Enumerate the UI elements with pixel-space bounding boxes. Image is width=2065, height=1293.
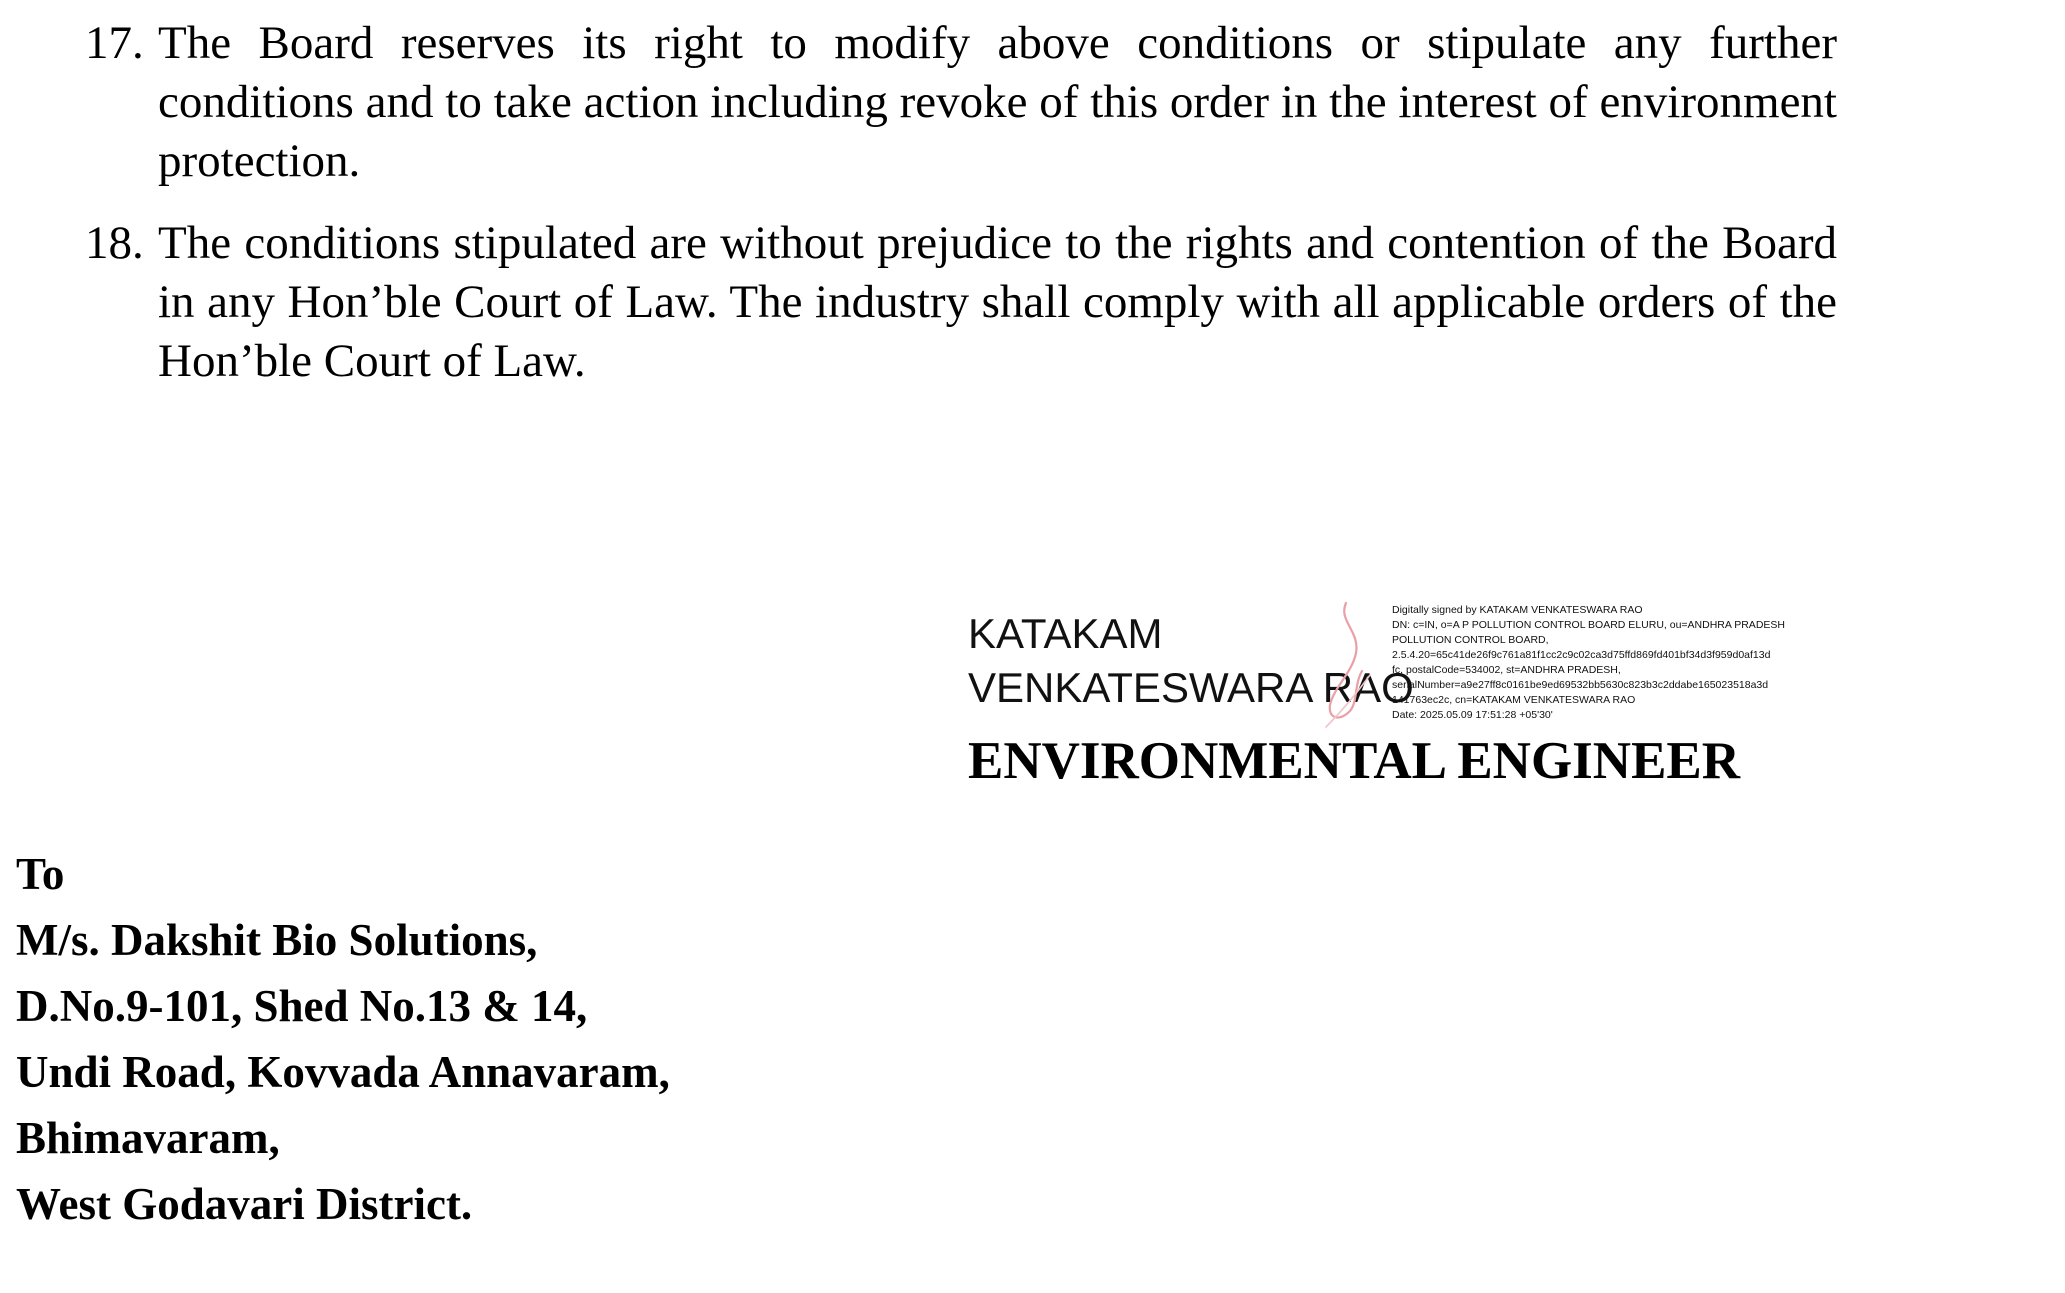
signature-block — [968, 595, 1828, 815]
address-line: West Godavari District. — [16, 1179, 473, 1229]
conditions-list — [85, 14, 1837, 391]
signer-name-line: VENKATESWARA RAO — [968, 664, 1414, 711]
condition-text: The Board reserves its right to modify above conditions or stipulate any further conditions and to take action including revoke of this order in the interest of environment protection. — [158, 17, 1837, 187]
address-line: M/s. Dakshit Bio Solutions, — [16, 915, 538, 965]
signature-detail-line: 141763ec2c, cn=KATAKAM VENKATESWARA RAO — [1392, 694, 1636, 706]
condition-item — [85, 14, 1837, 191]
condition-item — [85, 214, 1837, 391]
digital-signature-details — [1392, 603, 1828, 723]
signature-detail-line: fc, postalCode=534002, st=ANDHRA PRADESH, — [1392, 664, 1621, 676]
condition-number: 18. — [85, 217, 144, 269]
address-line: Bhimavaram, — [16, 1113, 280, 1163]
address-line: D.No.9-101, Shed No.13 & 14, — [16, 981, 588, 1031]
signature-detail-line: DN: c=IN, o=A P POLLUTION CONTROL BOARD ELURU, ou=ANDHRA PRADESH — [1392, 619, 1785, 631]
signature-detail-line: Date: 2025.05.09 17:51:28 +05'30' — [1392, 709, 1553, 721]
signer-designation: ENVIRONMENTAL ENGINEER — [968, 732, 1741, 790]
signature-detail-line: serialNumber=a9e27ff8c0161be9ed69532bb5630c823b3c2ddabe165023518a3d — [1392, 679, 1769, 691]
digital-signature-mark-icon — [1316, 601, 1386, 731]
condition-number: 17. — [85, 17, 144, 69]
signer-name-line: KATAKAM — [968, 610, 1163, 657]
address-line: Undi Road, Kovvada Annavaram, — [16, 1047, 670, 1097]
address-line: To — [16, 849, 65, 899]
condition-text: The conditions stipulated are without prejudice to the rights and contention of the Board in any Hon’ble Court of Law. The industry shall comply with all applicable orders of the Hon’ble Court of Law. — [158, 217, 1837, 387]
signature-detail-line: POLLUTION CONTROL BOARD, — [1392, 634, 1549, 646]
signature-detail-line: 2.5.4.20=65c41de26f9c761a81f1cc2c9c02ca3d75ffd869fd401bf34d3f959d0af13d — [1392, 649, 1771, 661]
recipient-address — [16, 841, 670, 1237]
signature-detail-line: Digitally signed by KATAKAM VENKATESWARA RAO — [1392, 604, 1643, 616]
